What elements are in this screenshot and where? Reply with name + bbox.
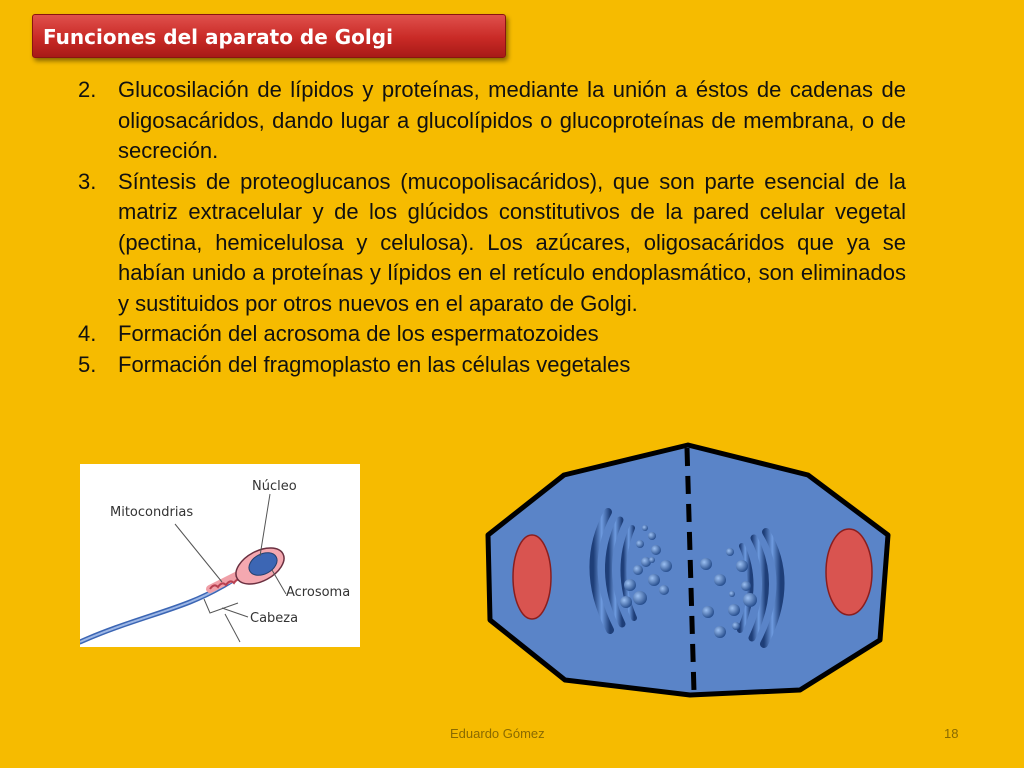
- item-number: 4.: [78, 321, 97, 346]
- sperm-diagram: [80, 464, 360, 647]
- item-text: Formación del acrosoma de los espermatozoides: [118, 321, 599, 346]
- title-banner: [32, 14, 506, 58]
- page-number: 18: [944, 726, 959, 741]
- slide-title: Funciones del aparato de Golgi: [43, 25, 393, 49]
- item-text: Formación del fragmoplasto en las células vegetales: [118, 351, 631, 377]
- item-number: 5.: [78, 351, 97, 377]
- item-number: 3.: [78, 168, 97, 194]
- list-item: [78, 167, 906, 320]
- label-acrosoma: Acrosoma: [286, 585, 351, 600]
- right-nucleus: [826, 529, 872, 615]
- item-text: Síntesis de proteoglucanos (mucopolisacáridos), que son parte esencial de la matriz extracelular y de los glúcidos constitutivos de la pared celular vegetal (pectina, hemicelulosa y celulosa). Los azúcares, oligosacáridos que ya se habían unido a proteínas y lípidos en el retículo endoplasmático, son eliminados y sustituidos por otros nuevos en el aparato de Golgi.: [118, 168, 906, 316]
- phragmoplast-diagram: [480, 440, 894, 700]
- list-item: [78, 319, 906, 350]
- item-text: Glucosilación de lípidos y proteínas, mediante la unión a éstos de cadenas de oligosacáridos, dando lugar a glucolípidos o glucoproteínas de membrana, o de secreción.: [118, 77, 906, 163]
- label-nucleo: Núcleo: [252, 479, 297, 494]
- item-number: 2.: [78, 77, 97, 102]
- label-mitocondrias: Mitocondrias: [110, 505, 194, 520]
- list-item: [78, 350, 906, 381]
- list-item: [78, 75, 906, 167]
- footer-author: Eduardo Gómez: [450, 726, 545, 741]
- functions-list: [78, 75, 906, 380]
- left-nucleus: [513, 535, 551, 619]
- label-cabeza: Cabeza: [250, 611, 299, 626]
